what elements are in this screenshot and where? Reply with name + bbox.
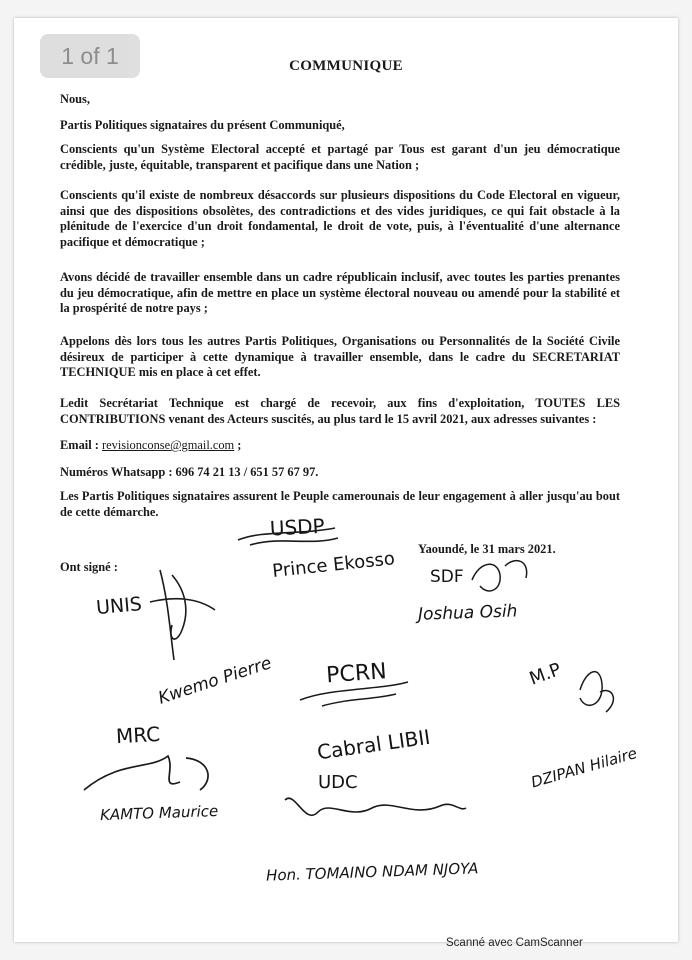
paragraph-3: Avons décidé de travailler ensemble dans un cadre républicain inclusif, avec toutes les parties prenantes du jeu démocratique, afin de mettre en place un système électoral nouveau ou amendé pour la stabilité et la prospérité de notre pays ; <box>60 270 620 316</box>
signature-mrc-mark <box>84 756 208 790</box>
paragraph-6: Les Partis Politiques signataires assurent le Peuple camerounais de leur engagement à aller jusqu'au bout de cette démarche. <box>60 489 620 519</box>
paragraph-1: Conscients qu'un Système Electoral accepté et partagé par Tous est garant d'un jeu démocratique crédible, juste, équitable, transparent et pacifique dans une Nation ; <box>60 142 620 172</box>
signature-mp-mark <box>580 672 613 712</box>
signature-tomaino-ndam-njoya: Hon. TOMAINO NDAM NJOYA <box>265 859 479 885</box>
signature-pcrn: PCRN <box>325 659 388 689</box>
date-line: Yaoundé, le 31 mars 2021. <box>418 542 556 556</box>
signature-unis: UNIS <box>95 593 143 620</box>
svg-text:USDP: USDP <box>269 513 326 541</box>
signature-cabral-libii: Cabral LIBII <box>315 724 432 765</box>
signature-udc-mark <box>285 798 466 815</box>
paragraph-2: Conscients qu'il existe de nombreux désaccords sur plusieurs dispositions du Code Electoral en vigueur, ainsi que des dispositions obsolètes, des contradictions et des vides juridiques, ce qui fait obstacle à la plénitude de l'exercice d'un droit fondamental, le droit de vote, puis, à l'éventualité d'une alternance pacifique et démocratique ; <box>60 188 620 249</box>
signature-mp: M.P <box>526 659 564 690</box>
email-suffix: ; <box>234 438 242 452</box>
signature-prince-ekosso: Prince Ekosso <box>271 548 396 582</box>
signature-mrc: MRC <box>115 721 161 749</box>
signature-usdp <box>238 514 338 545</box>
signature-kamto-maurice: KAMTO Maurice <box>99 801 219 825</box>
email-link[interactable]: revisionconse@gmail.com <box>102 438 235 452</box>
signature-osih-mark <box>472 561 527 591</box>
whatsapp-line: Numéros Whatsapp : 696 74 21 13 / 651 57 67 97. <box>60 465 319 479</box>
signature-sdf: SDF <box>430 567 464 587</box>
signature-unis-mark <box>150 570 215 660</box>
paragraph-4: Appelons dès lors tous les autres Partis Politiques, Organisations ou Personnalités de la Société Civile désireux de participer à cette dynamique à travailler ensemble, dans le cadre du SECRETARIAT TECHNIQUE mis en place à cet effet. <box>60 334 620 380</box>
intro-line: Partis Politiques signataires du présent Communiqué, <box>60 118 345 132</box>
scanner-watermark: Scanné avec CamScanner <box>446 937 583 949</box>
document-title: COMMUNIQUE <box>289 58 403 74</box>
signature-dzipan-hilaire: DZIPAN Hilaire <box>529 744 639 792</box>
signed-label: Ont signé : <box>60 560 118 574</box>
signature-udc: UDC <box>318 772 358 793</box>
paragraph-5: Ledit Secrétariat Technique est chargé de recevoir, aux fins d'exploitation, TOUTES LES CONTRIBUTIONS venant des Acteurs suscités, au plus tard le 15 avril 2021, aux adresses suivantes : <box>60 396 620 426</box>
salutation: Nous, <box>60 92 90 106</box>
page-indicator: 1 of 1 <box>40 34 140 78</box>
email-label: Email : <box>60 438 102 452</box>
signature-kwemo-pierre: Kwemo Pierre <box>155 653 275 709</box>
signature-joshua-osih: Joshua Osih <box>417 601 518 625</box>
